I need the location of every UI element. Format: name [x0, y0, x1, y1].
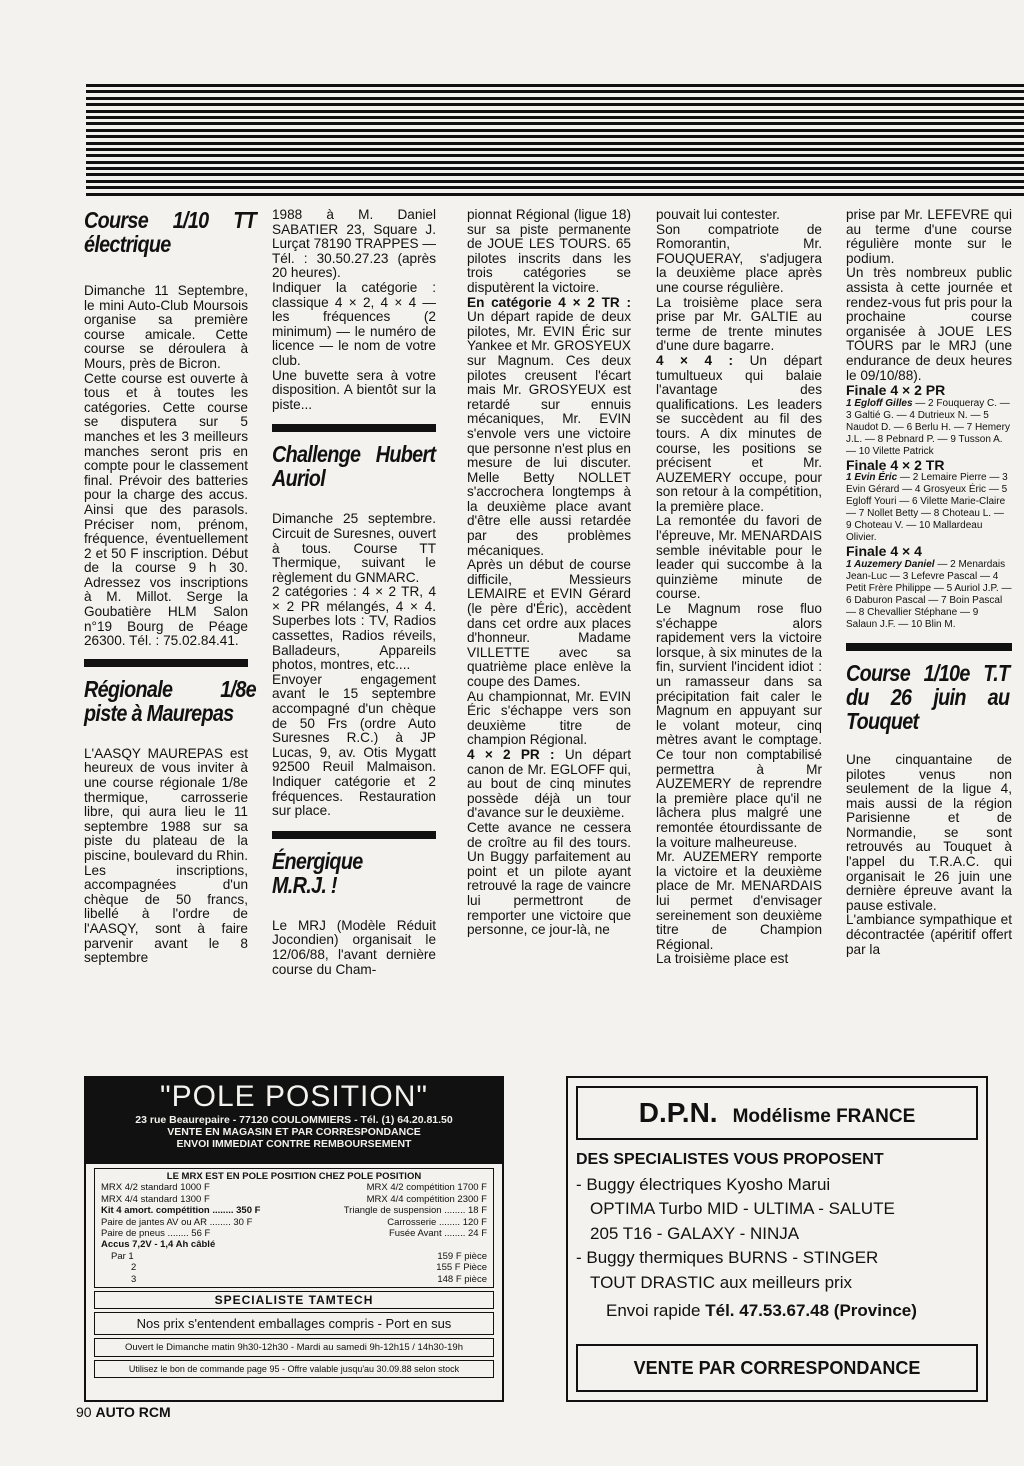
results-text: — 2 Fouqueray C. — 3 Galtié G. — 4 Dutrieux N. — 5 Naudot D. — 6 Berlu H. — 7 Hemery J.L. — 8 Pebnard P. — 9 Tusson A. — 10 Vilette Patrick [846, 397, 1010, 457]
advert-line: - Buggy thermiques BURNS - STINGER [576, 1248, 879, 1267]
price-item: 3 [131, 1273, 137, 1285]
paragraph: La remontée du favori de l'épreuve, Mr. MENARDAIS semble inévitable pour le leader qui succombe à la quinzième minute de course. [656, 513, 822, 602]
results-text: — 2 Lemaire Pierre — 3 Evin Gérard — 4 Grosyeux Éric — 5 Egloff Youri — 6 Vilette Marie-Claire — 7 Nollet Betty — 8 Choteau L. — 9 Choteau V. — 10 Mallardeau Olivier. [846, 472, 1008, 544]
page-folio [76, 1404, 171, 1420]
advert-title: "POLE POSITION" [159, 1080, 429, 1113]
price-item: Triangle de suspension ........ 18 F [343, 1205, 487, 1217]
price-item: MRX 4/2 standard 1000 F [101, 1182, 210, 1194]
price-row [101, 1217, 487, 1228]
price-row [101, 1251, 487, 1262]
paragraph: Après un début de course difficile, Messieurs LEMAIRE et EVIN Gérard (le père d'Éric), accèdent dans cet ordre aux places d'honneur. Madame VILLETTE avec sa quatrième place enlève la coupe des Dames. [467, 557, 631, 689]
paragraph-text: Un départ rapide de deux pilotes, Mr. EVIN Éric sur Yankee et Mr. GROSYEUX sur Magnum. Ces deux pilotes creusent l'écart mais Mr. GROSYEUX est retardé sur ennuis mécaniques, Mr. EVIN s'envole vers une victoire que personne n'est plus en mesure de lui discuter. Melle Betty NOLLET s'accrochera longtemps à la deuxième place avant d'être elle aussi retardée par des problèmes mécaniques. [467, 309, 631, 558]
column-4 [656, 208, 822, 967]
section-rule [84, 659, 248, 667]
paragraph: La troisième place est [656, 951, 789, 967]
headline-challenge-auriol: Challenge Hubert Auriol [272, 441, 436, 492]
section-rule [846, 643, 1012, 651]
advert-header [86, 1078, 502, 1164]
advert-body [576, 1148, 978, 1324]
price-item: 159 F pièce [437, 1250, 487, 1262]
winner: 1 Egloff Gilles [846, 397, 913, 409]
paragraph: L'AASQY MAUREPAS est heureux de vous inviter à une course régionale 1/8e thermique, carrosserie libre, qui aura lieu le 11 septembre 1988 sur sa piste du plateau de la piscine, boulevard du Rhin. [84, 745, 248, 863]
price-item: Fusée Avant ........ 24 F [388, 1228, 487, 1240]
price-item: MRX 4/4 standard 1300 F [101, 1193, 210, 1205]
results-list [846, 472, 1012, 544]
results-title: Finale 4 × 2 TR [846, 456, 945, 473]
price-item: MRX 4/4 compétition 2300 F [366, 1193, 487, 1205]
paragraph: Au championnat, Mr. EVIN Éric s'échappe vers son deuxième titre de champion Régional. [467, 688, 631, 748]
paragraph [467, 748, 631, 821]
order-note: Utilisez le bon de commande page 95 - Offre valable jusqu'au 30.09.88 selon stock [94, 1360, 494, 1378]
paragraph [467, 296, 631, 559]
paragraph: Son compatriote de Romorantin, Mr. FOUQUERAY, s'adjugera la deuxième place après une course régulière. [656, 221, 822, 295]
brand-name: D.P.N. [638, 1097, 718, 1128]
paragraph-text: Un départ canon de Mr. EGLOFF qui, au bout de cinq minutes possède déjà un tour d'avance sur le deuxième. [467, 746, 632, 821]
brand-subtitle: Modélisme FRANCE [732, 1106, 916, 1127]
paragraph: La troisième place sera prise par Mr. GALTIE au terme de trente minutes d'une dure bagarre. [656, 294, 822, 354]
paragraph: Mr. AUZEMERY remporte la victoire et la deuxième place de Mr. MENARDAIS lui permet d'envisager sereinement son deuxième titre de Champion Régional. [656, 849, 822, 952]
paragraph [656, 354, 822, 515]
paragraph: 2 catégories : 4 × 2 TR, 4 × 2 PR mélangés, 4 × 4. Superbes lots : TV, Radios cassettes, Radios réveils, Balladeurs, Appareils photos, montres, etc.... [272, 584, 436, 673]
results-title: Finale 4 × 2 PR [846, 382, 946, 399]
winner: 1 Evin Éric [846, 472, 898, 484]
paragraph: Un très nombreux public assista à cette journée et rendez-vous fut pris pour la prochaine course organisée à JOUE LES TOURS par le MRJ (une endurance de deux heures le 09/10/88). [846, 265, 1012, 383]
price-row [101, 1228, 487, 1239]
paragraph: Indiquer la catégorie : classique 4 × 2, 4 × 4 — les fréquences (2 minimum) — le numéro de licence — le nom de votre club. [272, 279, 436, 368]
paragraph: Le MRJ (Modèle Réduit Jocondien) organisait le 12/06/88, l'avant dernière course du Cham- [272, 917, 436, 977]
price-item: Carrosserie ........ 120 F [387, 1216, 487, 1228]
phone-number: Tél. 47.53.67.48 (Province) [705, 1301, 917, 1320]
column-3 [467, 208, 631, 938]
price-item: Paire de jantes AV ou AR ........ 30 F [101, 1216, 253, 1228]
results-title: Finale 4 × 4 [846, 543, 922, 560]
subheading-4x4: 4 × 4 : [656, 352, 734, 368]
paragraph: 1988 à M. Daniel SABATIER 23, Square J. Lurçat 78190 TRAPPES — Tél. : 30.50.27.23 (après 20 heures). [272, 207, 436, 281]
price-row: Accus 7,2V - 1,4 Ah câblé [101, 1239, 216, 1251]
price-list-heading: LE MRX EST EN POLE POSITION CHEZ POLE POSITION [166, 1171, 422, 1182]
header-stripes [86, 84, 1024, 202]
column-2 [272, 208, 436, 977]
paragraph: Dimanche 25 septembre. Circuit de Suresnes, ouvert à tous. Course TT Thermique, suivant le règlement du GNMARC. [272, 511, 436, 585]
price-row [101, 1182, 487, 1193]
price-row [101, 1274, 487, 1285]
price-item: Kit 4 amort. compétition ........ 350 F [101, 1205, 261, 1217]
page-number: 90 [76, 1404, 92, 1420]
advert-line: OPTIMA Turbo MID - ULTIMA - SALUTE [590, 1199, 895, 1218]
price-item: MRX 4/2 compétition 1700 F [366, 1182, 487, 1194]
column-5 [846, 208, 1012, 957]
headline-regionale-maurepas: Régionale 1/8e piste à Maurepas [84, 675, 256, 726]
paragraph: Une cinquantaine de pilotes venus non seulement de la ligue 4, mais aussi de la région Parisienne et de Normandie, se sont retrouvés au Touquet à l'appel du T.R.A.C. qui organisait le 26 juin une dernière épreuve avant la pause estivale. [846, 751, 1012, 913]
advert-line [576, 1299, 978, 1324]
price-row [101, 1194, 487, 1205]
paragraph: Envoyer engagement avant le 15 septembre accompagné d'un chèque de 50 Frs (ordre Auto Suresnes R.C.) à JP Lucas, 9, av. Otis Mygatt 92500 Reuil Malmaison. Indiquer catégorie et 2 fréquences. Restauration sur place. [272, 671, 436, 819]
column-1 [84, 207, 256, 966]
headline-energique-mrj: Énergique M.R.J. ! [272, 847, 363, 898]
price-item: Par 1 [111, 1250, 134, 1262]
advert-title [576, 1086, 978, 1140]
price-list [94, 1168, 494, 1288]
price-item: 155 F Pièce [436, 1262, 487, 1274]
paragraph-text: Un départ tumultueux qui balaie l'avantage des qualifications. Les leaders se succèdent au fil des tours. A dix minutes de course, les positions se précisent et Mr. AUZEMERY occupe, pour son retour à la compétition, la première place. [656, 352, 822, 514]
advert-pole-position [84, 1076, 504, 1402]
results-list [846, 398, 1012, 458]
section-rule [272, 831, 436, 839]
paragraph: Cette course est ouverte à tous et à toutes les catégories. Cette course se disputera sur 5 manches et les 3 meilleurs manches seront pris en compte pour le classement final. Prévoir des batteries pour la charge des accus. Ainsi que des parasols. Préciser nom, prénom, fréquence, éventuellement 2 et 50 F inscription. Début de la course 9 h 30. Adressez vos inscriptions à M. Millot. Serge la Goubatière HLM Salon n°19 Bourg de Péage 26300. Tél. : 75.02.84.41. [84, 370, 248, 649]
results-list [846, 559, 1012, 631]
paragraph: L'ambiance sympathique et décontractée (apéritif offert par la [846, 912, 1012, 957]
advert-line: TOUT DRASTIC aux meilleurs prix [590, 1272, 852, 1292]
advert-dpn [566, 1076, 988, 1402]
paragraph: Le Magnum rose fluo s'échappe alors rapidement vers la victoire lorsque, à six minutes de la fin, survient l'incident idiot : un ramasseur dans sa précipitation fait caler le Magnum en appuyant sur le volant moteur, cinq mètres avant le comptage. Ce tour non comptabilisé permettra à Mr AUZEMERY de reprendre la première place qu'il ne lâchera plus malgré une remontée étourdissante de la voiture malheureuse. [656, 601, 822, 850]
prices-note: Nos prix s'entendent emballages compris - Port en sus [94, 1312, 494, 1335]
paragraph: pouvait lui contester. [656, 207, 780, 222]
magazine-name: AUTO RCM [95, 1404, 171, 1420]
advert-line: ENVOI IMMEDIAT CONTRE REMBOURSEMENT [176, 1138, 412, 1150]
subheading-4x2tr: En catégorie 4 × 2 TR : [467, 294, 631, 310]
paragraph: Les inscriptions, accompagnées d'un chèque de 50 francs, libellé à l'ordre de l'AASQY, sont à faire parvenir avant le 8 septembre [84, 862, 248, 966]
opening-hours: Ouvert le Dimanche matin 9h30-12h30 - Mardi au samedi 9h-12h15 / 14h30-19h [94, 1338, 494, 1357]
results-text: — 2 Menardais Jean-Luc — 3 Lefevre Pascal — 4 Petit Frère Philippe — 5 Auriol J.P. — 6 Daburon Pascal — 7 Boin Pascal — 8 Chevallier Stéphane — 9 Salaun J.F. — 10 Blin M. [846, 558, 1012, 630]
headline-course-touquet: Course 1/10e T.T du 26 juin au Touquet [846, 659, 1010, 734]
paragraph: Une buvette sera à votre disposition. A bientôt sur la piste... [272, 367, 436, 412]
advert-line: 205 T16 - GALAXY - NINJA [590, 1223, 800, 1243]
headline-course-electrique: Course 1/10 TT électrique [84, 207, 256, 257]
advert-line: DES SPECIALISTES VOUS PROPOSENT [576, 1151, 884, 1168]
price-item: Paire de pneus ........ 56 F [101, 1228, 211, 1240]
paragraph: Cette avance ne cessera de croître au fil des tours. Un Buggy parfaitement au point et un pilote ayant retrouvé la rage de vaincre lui permettront de remporter une victoire que personne, ce jour-là, ne [467, 819, 631, 938]
advert-text: Envoi rapide [606, 1301, 701, 1320]
advert-line: VENTE EN MAGASIN ET PAR CORRESPONDANCE [167, 1126, 421, 1138]
price-row [101, 1262, 487, 1273]
section-rule [272, 424, 436, 432]
paragraph: pionnat Régional (ligue 18) sur sa piste permanente de JOUE LES TOURS. 65 pilotes inscrits dans les trois catégories se disputèrent la victoire. [467, 207, 631, 295]
advert-footer: VENTE PAR CORRESPONDANCE [576, 1344, 978, 1392]
advert-line: - Buggy électriques Kyosho Marui [576, 1174, 831, 1194]
paragraph: prise par Mr. LEFEVRE qui au terme d'une course régulière monte sur le podium. [846, 207, 1012, 266]
price-row [101, 1205, 487, 1216]
paragraph: Dimanche 11 Septembre, le mini Auto-Club Moursois organise sa première course amicale. Cette course se déroulera à Mours, près de Bicron. [84, 283, 248, 371]
specialist-line: SPECIALISTE TAMTECH [94, 1291, 494, 1309]
advert-address: 23 rue Beaurepaire - 77120 COULOMMIERS - Tél. (1) 64.20.81.50 [135, 1114, 453, 1126]
subheading-4x2pr: 4 × 2 PR : [467, 746, 555, 762]
winner: 1 Auzemery Daniel [846, 558, 935, 570]
price-item: 2 [131, 1262, 137, 1274]
price-item: 148 F pièce [437, 1273, 487, 1285]
